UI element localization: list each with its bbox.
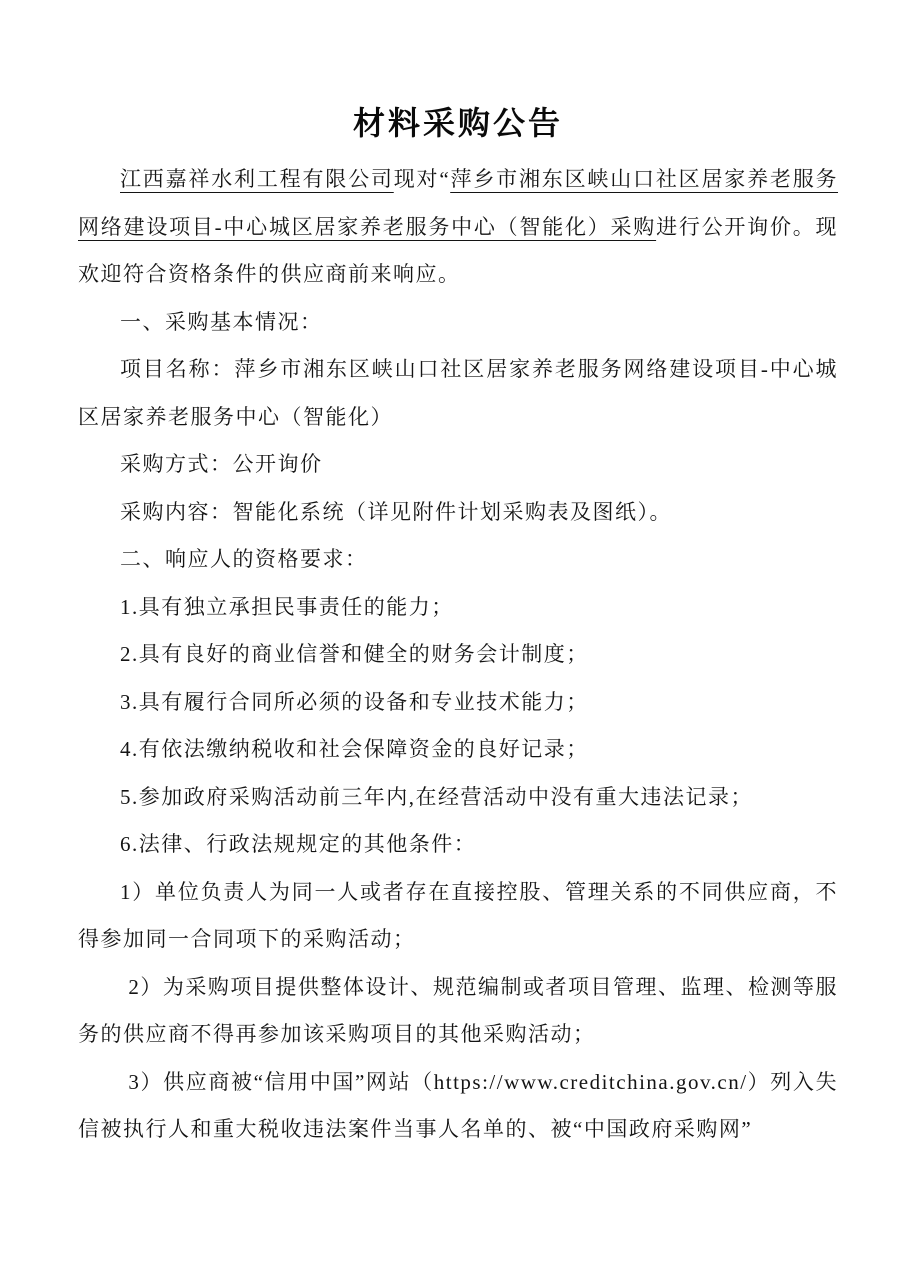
document-body [78,156,838,1154]
document-title: 材料采购公告 [352,105,563,141]
text-segment: 1.具有独立承担民事责任的能力； [120,594,454,619]
paragraph [78,964,838,1059]
text-segment: 1）单位负责人为同一人或者存在直接控股、管理关系的不同供应商，不得参加同一合同项下的采购活动； [78,879,838,951]
text-segment: 采购方式：公开询价 [120,452,323,476]
text-segment: 一、采购基本情况： [120,309,323,334]
paragraph [78,299,838,347]
text-segment: 项目名称：萍乡市湘东区峡山口社区居家养老服务网络建设项目-中心城区居家养老服务中心（智能化） [78,357,838,429]
text-segment: 二、响应人的资格要求： [120,547,368,571]
paragraph [78,441,838,489]
text-segment: 5.参加政府采购活动前三年内,在经营活动中没有重大违法记录； [120,784,753,809]
text-segment: 3.具有履行合同所必须的设备和专业技术能力； [120,689,589,714]
paragraph [78,536,838,584]
paragraph [78,869,838,964]
paragraph [78,584,838,632]
paragraph [78,156,838,299]
paragraph [78,774,838,822]
paragraph [78,346,838,441]
underlined-text-segment: 萍乡市湘东区峡山口社区居家养老服务网络建设项目-中心城区居家养老服务中心（智能化）采购 [78,167,839,239]
paragraph [78,821,838,869]
paragraph [78,679,838,727]
paragraph [78,631,838,679]
text-segment: 现对“ [393,167,451,191]
text-segment: 6.法律、行政法规规定的其他条件： [120,832,477,856]
text-segment: 采购内容：智能化系统（详见附件计划采购表及图纸）。 [120,499,672,524]
text-segment: 4.有依法缴纳税收和社会保障资金的良好记录； [120,737,589,761]
paragraph [78,726,838,774]
paragraph [78,489,838,537]
text-segment: 2）为采购项目提供整体设计、规范编制或者项目管理、监理、检测等服务的供应商不得再参加该采购项目的其他采购活动； [78,974,838,1046]
text-segment: 2.具有良好的商业信誉和健全的财务会计制度； [120,642,589,666]
underlined-text-segment: 江西嘉祥水利工程有限公司 [120,167,394,191]
text-segment: 3）供应商被“信用中国”网站（https://www.creditchina.gov.cn/）列入失信被执行人和重大税收违法案件当事人名单的、被“中国政府采购网” [78,1069,838,1141]
paragraph [78,1059,838,1154]
text-segment: 进行公开询价。现欢迎符合资格条件的供应商前来响应。 [78,214,839,286]
